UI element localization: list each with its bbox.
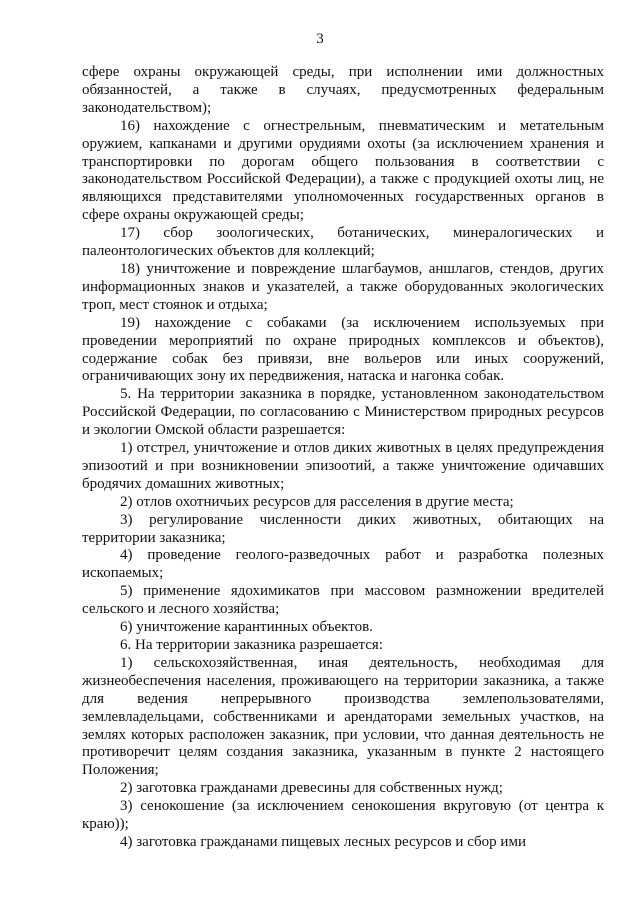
- clause-5-item-4: 4) проведение геолого-разведочных работ и разработка полезных ископаемых;: [82, 547, 604, 582]
- page-number: 3: [316, 31, 324, 47]
- clause-5: 5. На территории заказника в порядке, установленном законодательством Российской Федерации, по согласованию с Министерством природных ресурсов и экологии Омской области разрешается:: [82, 386, 604, 439]
- list-item-18: 18) уничтожение и повреждение шлагбаумов, аншлагов, стендов, других информационных знаков и указателей, а также оборудованных экологических троп, мест стоянок и отдыха;: [82, 260, 604, 313]
- clause-6-item-2: 2) заготовка гражданами древесины для собственных нужд;: [120, 780, 503, 797]
- document-body: [82, 64, 604, 852]
- clause-6-item-3: 3) сенокошение (за исключением сенокошения вкруговую (от центра к краю));: [82, 798, 604, 833]
- clause-6: 6. На территории заказника разрешается:: [120, 637, 383, 653]
- clause-5-item-3: 3) регулирование численности диких животных, обитающих на территории заказника;: [82, 511, 604, 546]
- clause-6-item-1: 1) сельскохозяйственная, иная деятельность, необходимая для жизнеобеспечения населения, проживающего на территории заказника, а также для ведения непрерывного производства землепользователями, землевладельцами, собственниками и арендаторами земельных участков, на землях которых расположен заказник, при условии, что данная деятельность не противоречит целям создания заказника, указанным в пункте 2 настоящего Положения;: [82, 654, 604, 779]
- list-item-17: 17) сбор зоологических, ботанических, минералогических и палеонтологических объектов для коллекций;: [82, 225, 604, 260]
- clause-5-item-2: 2) отлов охотничьих ресурсов для расселения в другие места;: [120, 493, 514, 510]
- paragraph-continuation: сфере охраны окружающей среды, при исполнении ими должностных обязанностей, а также в случаях, предусмотренных федеральным законодательством);: [82, 64, 604, 116]
- clause-5-item-6: 6) уничтожение карантинных объектов.: [120, 619, 373, 636]
- clause-5-item-5: 5) применение ядохимикатов при массовом размножении вредителей сельского и лесного хозяйства;: [82, 583, 604, 618]
- list-item-19: 19) нахождение с собаками (за исключением используемых при проведении мероприятий по охране природных комплексов и объектов), содержание собак без привязи, вне вольеров или иных сооружений, ограничивающих зону их передвижения, натаска и нагонка собак.: [82, 314, 604, 385]
- clause-5-item-1: 1) отстрел, уничтожение и отлов диких животных в целях предупреждения эпизоотий и при возникновении эпизоотий, а также уничтожение одичавших бродячих домашних животных;: [82, 440, 604, 492]
- clause-6-item-4: 4) заготовка гражданами пищевых лесных ресурсов и сбор ими: [120, 833, 526, 850]
- list-item-16: 16) нахождение с огнестрельным, пневматическим и метательным оружием, капканами и другими орудиями охоты (за исключением хранения и транспортировки по дорогам общего пользования в соответствии с законодательством Российской Федерации), а также с продукцией охоты лиц, не являющихся представителями уполномоченных государственных органов в сфере охраны окружающей среды;: [82, 117, 604, 224]
